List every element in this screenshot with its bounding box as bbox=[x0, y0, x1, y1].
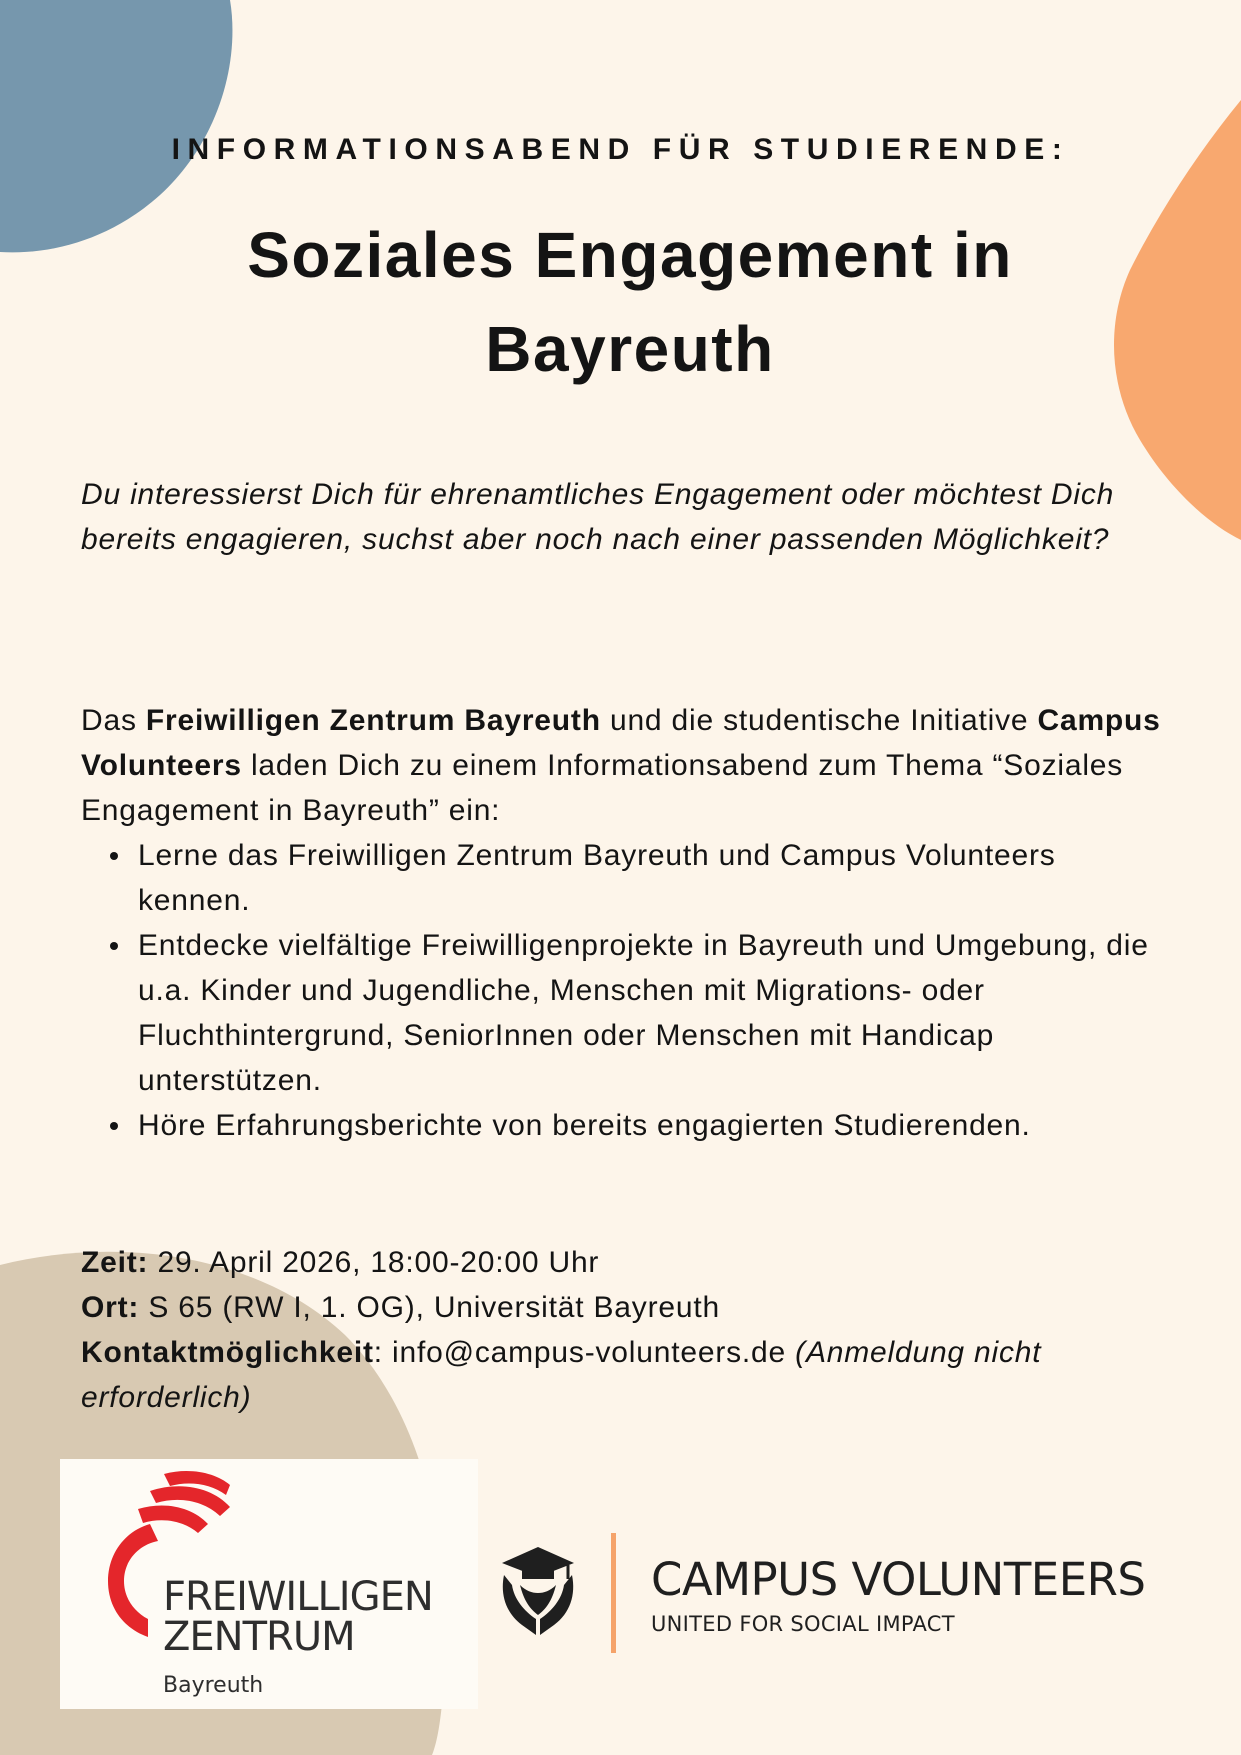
time-label: Zeit: bbox=[81, 1246, 149, 1279]
graduation-cap-hands-icon bbox=[498, 1545, 578, 1637]
logo-divider bbox=[611, 1533, 616, 1653]
intro-text: Du interessierst Dich für ehrenamtliches Engagement oder möchtest Dich bereits engagieren, suchst aber noch nach einer passenden Möglichkeit? bbox=[81, 478, 1115, 556]
place-value: S 65 (RW I, 1. OG), Universität Bayreuth bbox=[139, 1291, 720, 1324]
contact-note: (Anmeldung nicht erforderlich) bbox=[81, 1336, 1042, 1414]
fz-city: Bayreuth bbox=[163, 1673, 264, 1698]
invitation-part-1: Das bbox=[81, 704, 146, 737]
fz-word-line-1: FREIWILLIGEN bbox=[163, 1574, 433, 1620]
place-row bbox=[81, 1285, 1181, 1330]
activity-list bbox=[81, 833, 1161, 1148]
list-item: Höre Erfahrungsberichte von bereits engagierten Studierenden. bbox=[81, 1103, 1161, 1148]
time-row bbox=[81, 1240, 1181, 1285]
invitation-part-3: laden Dich zu einem Informationsabend zum Thema “Soziales Engagement in Bayreuth” ein: bbox=[81, 749, 1124, 827]
place-label: Ort: bbox=[81, 1291, 140, 1324]
fz-word-line-2: ZENTRUM bbox=[163, 1614, 355, 1660]
freiwilligen-zentrum-logo bbox=[60, 1459, 478, 1709]
campus-volunteers-wordmark: CAMPUS VOLUNTEERS bbox=[651, 1553, 1146, 1606]
page-title: Soziales Engagement in Bayreuth bbox=[247, 219, 1013, 385]
campus-volunteers-tagline: UNITED FOR SOCIAL IMPACT bbox=[651, 1612, 955, 1636]
list-item: Lerne das Freiwilligen Zentrum Bayreuth und Campus Volunteers kennen. bbox=[81, 833, 1161, 923]
event-details bbox=[81, 1240, 1181, 1420]
invitation-text bbox=[81, 698, 1181, 833]
list-item: Entdecke vielfältige Freiwilligenprojekte in Bayreuth und Umgebung, die u.a. Kinder und Jugendliche, Menschen mit Migrations- oder Fluchthintergrund, SeniorInnen oder Menschen mit Handicap unterstützen. bbox=[81, 923, 1161, 1103]
org-campus-volunteers: Campus Volunteers bbox=[81, 704, 1161, 782]
time-value: 29. April 2026, 18:00-20:00 Uhr bbox=[148, 1246, 600, 1279]
event-kicker: INFORMATIONSABEND FÜR STUDIERENDE: bbox=[171, 133, 1070, 166]
org-freiwilligen-zentrum: Freiwilligen Zentrum Bayreuth bbox=[145, 704, 601, 737]
invitation-part-2: und die studentische Initiative bbox=[600, 704, 1038, 737]
contact-row bbox=[81, 1330, 1181, 1420]
contact-email[interactable]: : info@campus-volunteers.de bbox=[373, 1336, 796, 1369]
contact-label: Kontaktmöglichkeit bbox=[81, 1336, 374, 1369]
